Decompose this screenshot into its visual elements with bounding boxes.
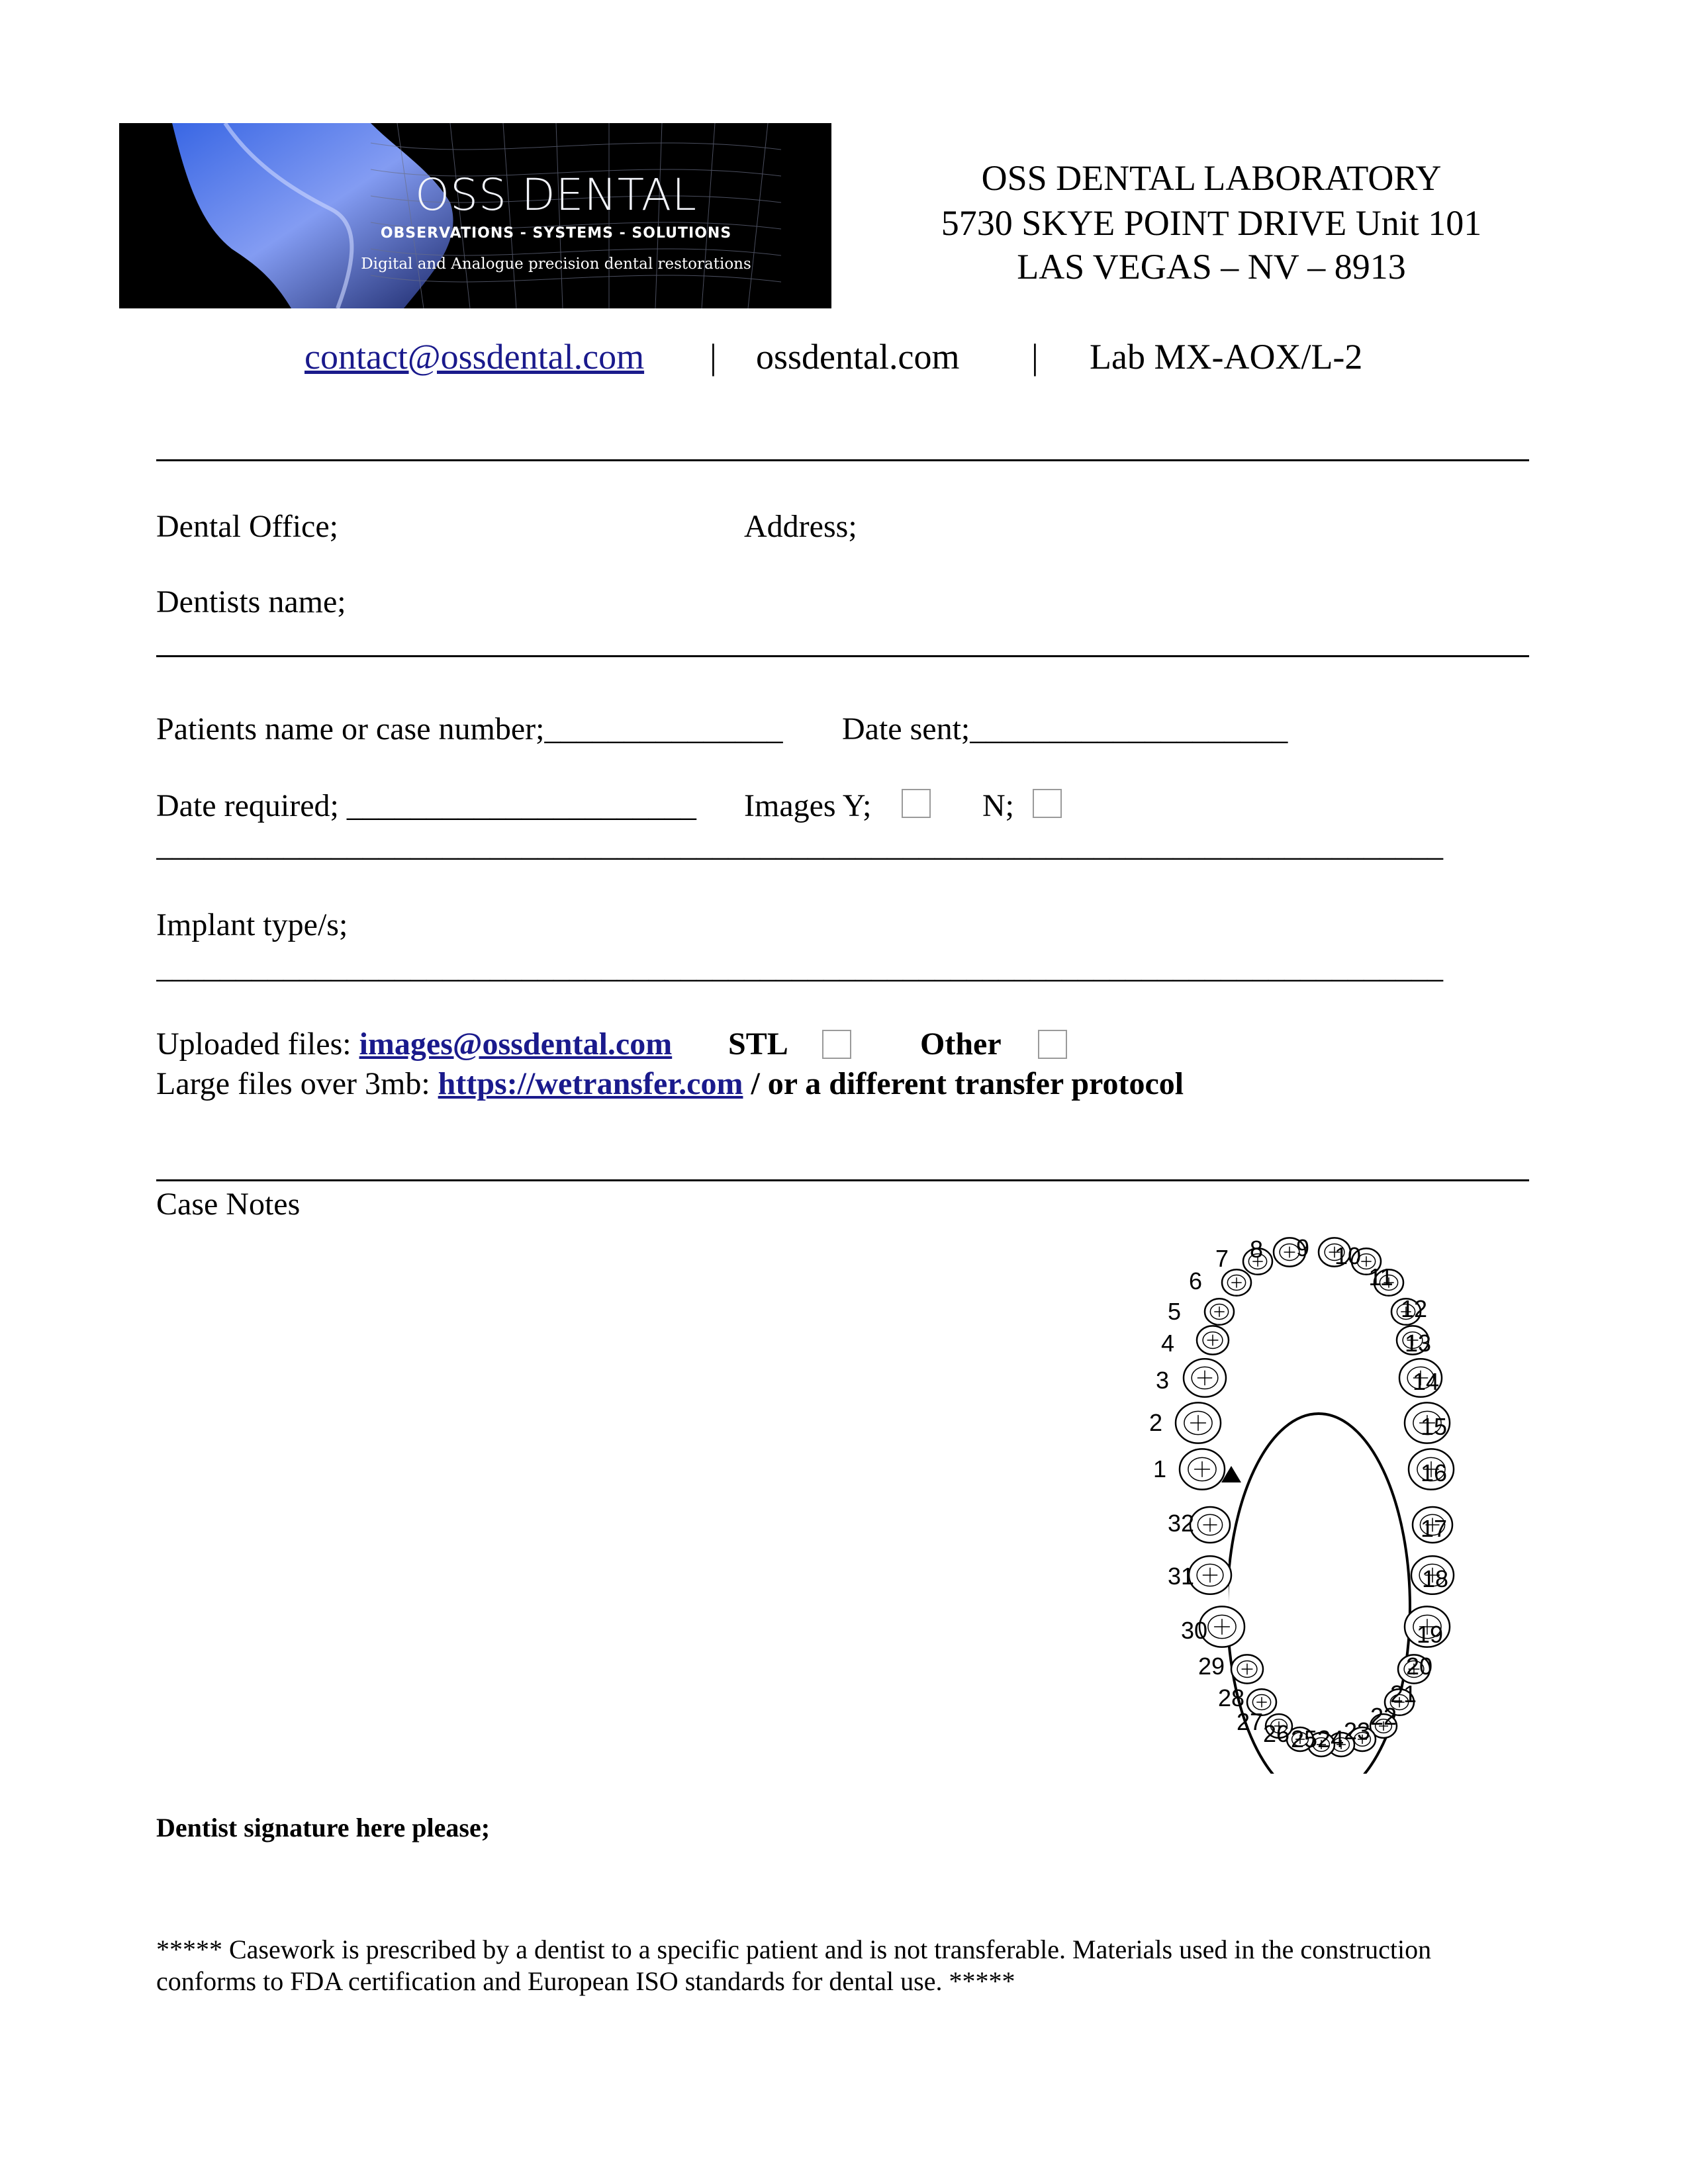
tooth-6[interactable] [1222,1269,1251,1296]
other-label: Other [920,1026,1002,1062]
tooth-number-label: 10 [1334,1242,1362,1269]
tooth-3[interactable] [1184,1359,1226,1397]
lab-address-line1: 5730 SKYE POINT DRIVE Unit 101 [941,203,1482,243]
implant-type-line[interactable]: _________________________________________________________________________________ [156,950,1443,985]
tooth-29[interactable] [1231,1655,1263,1683]
tooth-number-label: 1 [1152,1455,1167,1482]
contact-email-link[interactable]: contact@ossdental.com [305,337,645,377]
tooth-number-label: 21 [1389,1680,1417,1707]
dentist-signature-label: Dentist signature here please; [156,1813,491,1843]
tooth-number-label: 16 [1420,1459,1448,1486]
tooth-number-label: 17 [1420,1515,1448,1542]
tooth-number-label: 2 [1149,1409,1163,1436]
images-email-link[interactable]: images@ossdental.com [359,1026,673,1062]
wetransfer-link[interactable]: https://wetransfer.com [438,1066,743,1101]
tooth-number-label: 9 [1295,1234,1310,1261]
logo-brand: OSS DENTAL [415,169,697,220]
tooth-number-label: 14 [1412,1368,1440,1395]
date-required-field[interactable]: Date required; ______________________ [156,788,696,823]
logo-tagline: OBSERVATIONS - SYSTEMS - SOLUTIONS [380,225,732,242]
tooth-4[interactable] [1197,1326,1229,1354]
tooth-number-label: 13 [1404,1330,1432,1357]
uploaded-files-label: Uploaded files: [156,1026,359,1062]
divider [156,1179,1529,1181]
tooth-1[interactable] [1180,1449,1225,1489]
oss-dental-logo [119,123,831,308]
lab-name: OSS DENTAL LABORATORY [981,158,1442,198]
tooth-number-label: 11 [1368,1263,1393,1291]
tooth-31[interactable] [1189,1556,1231,1594]
case-notes-label: Case Notes [156,1187,301,1222]
contact-separator: | [1031,337,1039,377]
tooth-chart [1125,1205,1536,1774]
dental-office-label: Dental Office; [156,509,338,544]
tooth-5[interactable] [1205,1298,1234,1325]
logo-subtitle: Digital and Analogue precision dental restorations [361,255,751,273]
dentists-name-label: Dentists name; [156,584,346,619]
images-no-label: N; [982,788,1014,823]
disclaimer-line: conforms to FDA certification and European ISO standards for dental use. ***** [156,1966,1015,1996]
tooth-number-label: 3 [1155,1367,1170,1394]
tooth-number-label: 27 [1236,1708,1264,1735]
tooth-number-label: 15 [1420,1413,1448,1440]
tooth-number-label: 19 [1416,1621,1444,1648]
implant-type-label: Implant type/s; [156,907,348,942]
date-sent-field[interactable]: Date sent;____________________ [842,711,1288,747]
tooth-number-label: 7 [1215,1245,1229,1272]
disclaimer-line: ***** Casework is prescribed by a dentist to a specific patient and is not transferable. Materials used in the construction [156,1934,1432,1964]
stl-checkbox[interactable] [822,1030,851,1059]
tooth-number-label: 26 [1262,1720,1290,1747]
uploaded-files-row [156,1026,672,1063]
address-label: Address; [744,509,857,544]
lab-code: Lab MX-AOX/L-2 [1090,337,1363,377]
tooth-number-label: 25 [1290,1725,1318,1752]
divider [156,459,1529,461]
lab-address-line2: LAS VEGAS – NV – 8913 [1017,247,1406,287]
divider [156,655,1529,657]
tooth-number-label: 31 [1167,1563,1195,1590]
separator-line: _________________________________________________________________________________ [156,828,1443,863]
tooth-number-label: 23 [1343,1717,1371,1745]
tooth-number-label: 20 [1405,1653,1433,1680]
tooth-number-label: 29 [1197,1653,1225,1680]
tooth-number-label: 22 [1370,1703,1397,1730]
tooth-number-label: 12 [1400,1295,1428,1322]
transfer-protocol-note: / or a different transfer protocol [743,1066,1184,1101]
tooth-number-label: 4 [1160,1330,1175,1357]
tooth-32[interactable] [1190,1507,1230,1543]
stl-label: STL [728,1026,788,1062]
tooth-number-label: 5 [1167,1298,1182,1325]
other-checkbox[interactable] [1038,1030,1067,1059]
large-files-label: Large files over 3mb: [156,1066,438,1101]
tooth-number-label: 6 [1188,1267,1203,1295]
large-files-row [156,1066,1184,1103]
patient-name-field[interactable]: Patients name or case number;_______________ [156,711,783,747]
images-yes-label: Images Y; [744,788,872,823]
tooth-number-label: 32 [1167,1510,1195,1537]
contact-website: ossdental.com [756,337,960,377]
images-yes-checkbox[interactable] [902,789,931,818]
contact-separator: | [710,337,717,377]
tooth-number-label: 18 [1421,1565,1449,1592]
tooth-number-label: 28 [1217,1684,1245,1711]
tooth-number-label: 24 [1317,1725,1344,1752]
images-no-checkbox[interactable] [1033,789,1062,818]
tooth-number-label: 8 [1249,1236,1264,1263]
tooth-2[interactable] [1176,1402,1221,1443]
tooth-number-label: 30 [1180,1617,1208,1644]
